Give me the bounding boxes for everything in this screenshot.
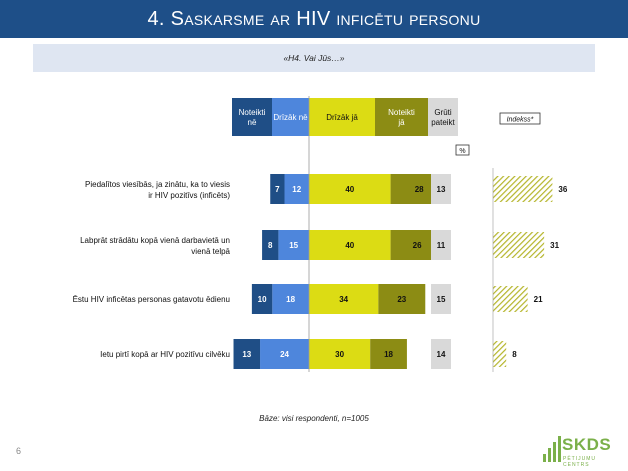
legend-label-1: Drīzāk nē [273, 113, 308, 122]
value-label-noteikti-ja-0: 28 [414, 185, 424, 194]
logo-subtitle: PĒTIJUMU CENTRS [563, 456, 596, 468]
value-label-noteikti-ne-1: 8 [268, 241, 273, 250]
legend-box-0 [232, 98, 272, 136]
value-label-drizak-ja-1: 40 [345, 241, 355, 250]
page-title: 4. Saskarsme ar HIV inficētu personu [147, 7, 481, 30]
value-label-index-0: 36 [558, 185, 568, 194]
value-label-noteikti-ne-3: 13 [242, 350, 252, 359]
page-number: 6 [16, 446, 22, 456]
value-label-index-2: 21 [533, 295, 543, 304]
legend-label-3: jā [398, 118, 405, 127]
logo-name: SKDS [562, 435, 612, 454]
value-label-noteikti-ja-2: 23 [397, 295, 407, 304]
value-label-drizak-ne-3: 24 [280, 350, 289, 359]
value-label-gruti-pateikt-3: 14 [436, 350, 446, 359]
bar-index-1 [493, 232, 544, 258]
value-label-index-3: 8 [512, 350, 517, 359]
legend-label-2: Drīzāk jā [326, 113, 358, 122]
value-label-noteikti-ne-2: 10 [257, 295, 267, 304]
value-label-drizak-ne-2: 18 [286, 295, 296, 304]
category-label-0: Piedalītos viesībās, ja zinātu, ka to viesis [85, 180, 230, 189]
value-label-noteikti-ja-3: 18 [384, 350, 394, 359]
legend-label-3: Noteikti [388, 108, 415, 117]
bar-index-3 [493, 341, 506, 367]
value-label-gruti-pateikt-1: 11 [436, 241, 446, 250]
value-label-drizak-ja-2: 34 [339, 295, 349, 304]
value-label-drizak-ne-1: 15 [289, 241, 299, 250]
bar-index-0 [493, 176, 552, 202]
legend-label-4: pateikt [431, 118, 455, 127]
value-label-drizak-ja-0: 40 [345, 185, 355, 194]
category-label-3: Ietu pirtī kopā ar HIV pozitīvu cilvēku [100, 350, 230, 359]
value-label-gruti-pateikt-0: 13 [436, 185, 446, 194]
index-label: Indekss* [506, 116, 534, 124]
category-label-0: ir HIV pozitīvs (inficēts) [148, 191, 230, 200]
legend-box-3 [375, 98, 428, 136]
value-label-noteikti-ne-0: 7 [275, 185, 280, 194]
value-label-drizak-ne-0: 12 [292, 185, 302, 194]
question-text: «H4. Vai Jūs…» [283, 53, 345, 63]
bar-index-2 [493, 286, 528, 312]
skds-logo [542, 434, 624, 466]
category-label-2: Ēstu HIV inficētas personas gatavotu ēdienu [72, 295, 230, 304]
category-label-1: vienā telpā [191, 247, 230, 256]
legend-label-4: Grūti [434, 108, 452, 117]
base-note: Bāze: visi respondenti, n=1005 [259, 414, 369, 423]
legend-label-0: Noteikti [238, 108, 266, 117]
legend-label-0: nē [247, 118, 257, 127]
unit-label: % [459, 148, 466, 155]
value-label-gruti-pateikt-2: 15 [436, 295, 446, 304]
value-label-drizak-ja-3: 30 [335, 350, 345, 359]
value-label-index-1: 31 [550, 241, 560, 250]
logo-bars-icon [542, 434, 562, 464]
value-label-noteikti-ja-1: 26 [412, 241, 422, 250]
legend-box-4 [428, 98, 458, 136]
category-label-1: Labprāt strādātu kopā vienā darbavietā un [80, 236, 230, 245]
